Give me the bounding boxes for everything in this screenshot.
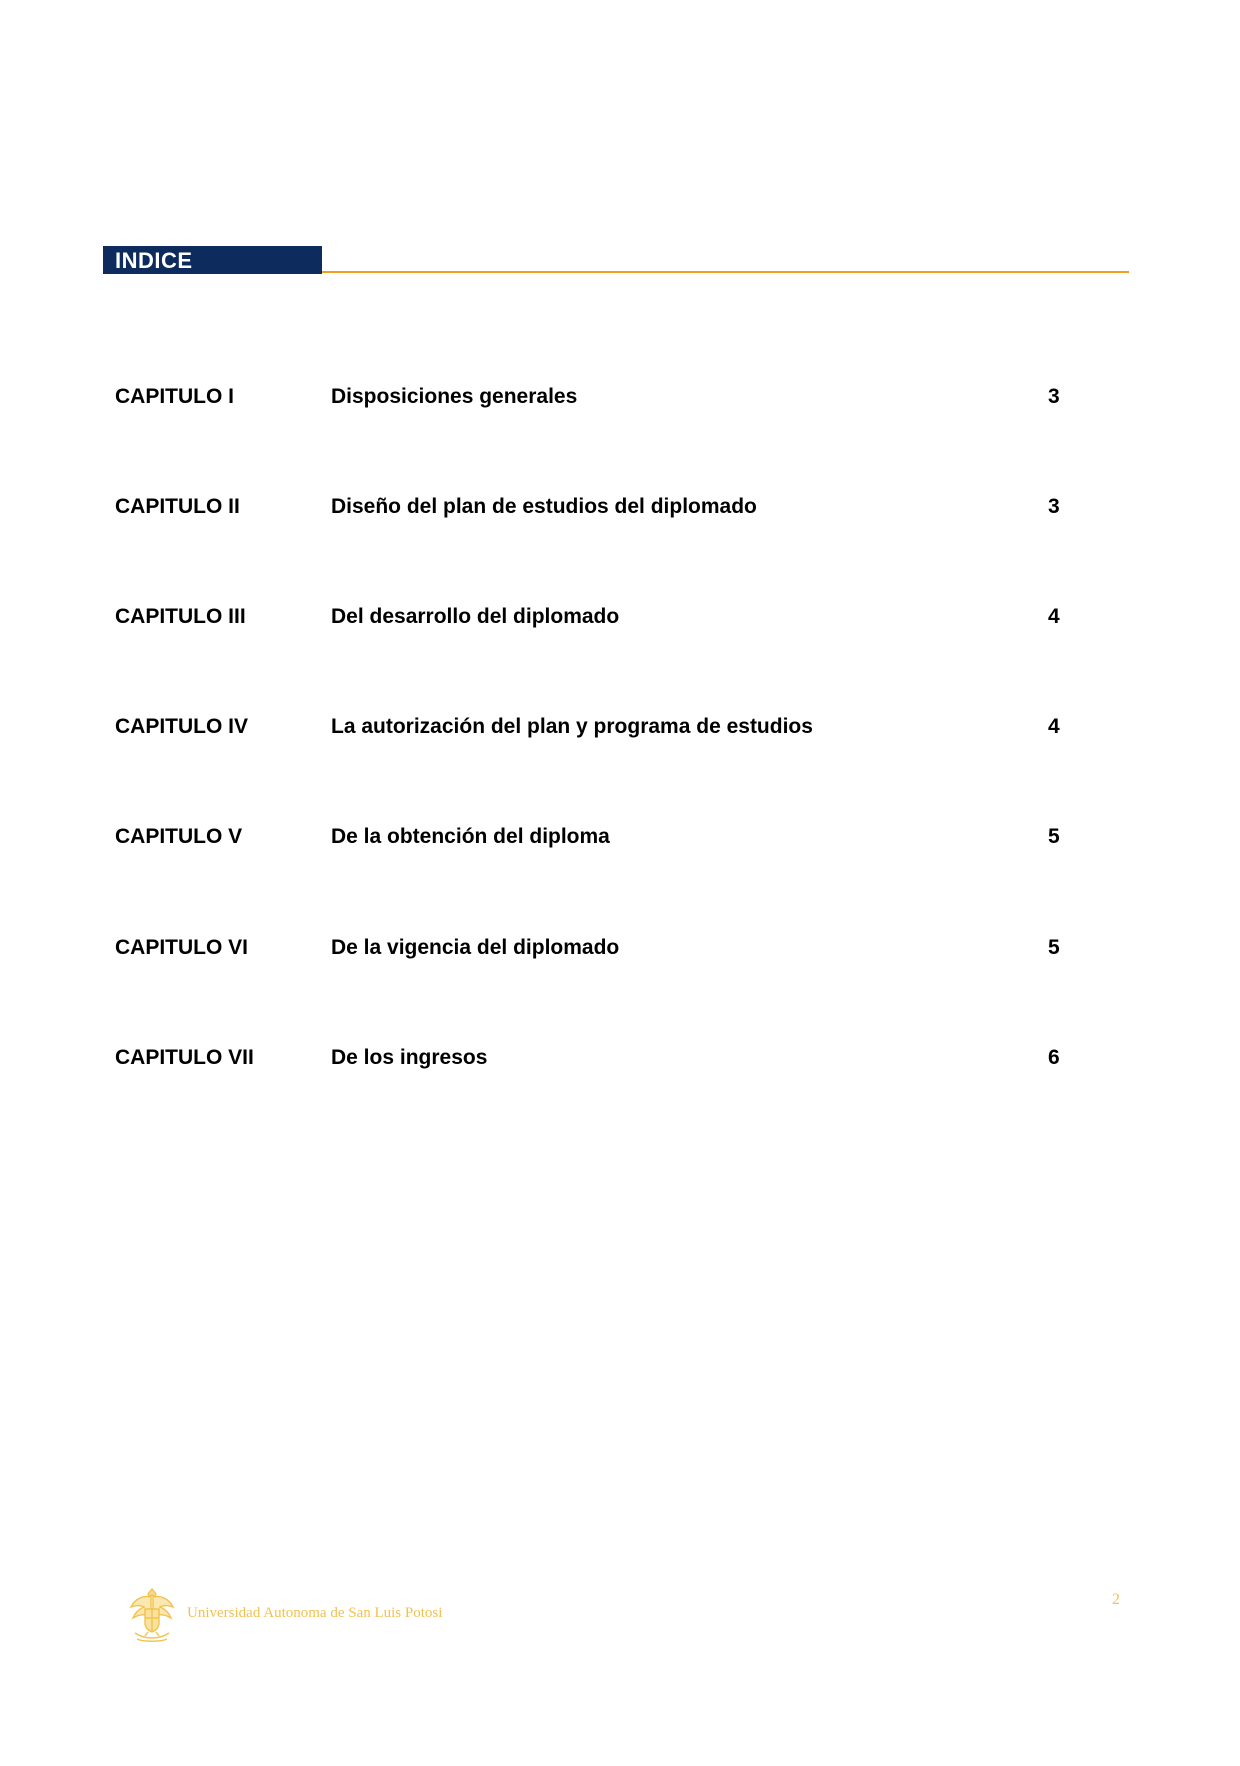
toc-page-number: 3 xyxy=(1048,385,1060,408)
toc-row xyxy=(0,382,1240,412)
toc-chapter-label: CAPITULO V xyxy=(115,825,243,848)
index-rule-divider xyxy=(322,271,1129,273)
toc-chapter-title: De la vigencia del diplomado xyxy=(331,936,620,959)
index-label-box xyxy=(103,246,322,274)
toc-row xyxy=(0,822,1240,852)
toc-chapter-title: De los ingresos xyxy=(331,1046,488,1069)
toc-page-number: 4 xyxy=(1048,605,1060,628)
toc-page-number: 6 xyxy=(1048,1046,1060,1069)
toc-chapter-title: Del desarrollo del diplomado xyxy=(331,605,620,628)
toc-row xyxy=(0,492,1240,522)
toc-chapter-label: CAPITULO I xyxy=(115,385,234,408)
toc-chapter-label: CAPITULO III xyxy=(115,605,246,628)
toc-row xyxy=(0,602,1240,632)
toc-chapter-title: De la obtención del diploma xyxy=(331,825,610,848)
footer-page-number: 2 xyxy=(1112,1591,1120,1608)
footer-university-name: Universidad Autonoma de San Luis Potosi xyxy=(187,1605,443,1621)
toc-page-number: 5 xyxy=(1048,936,1060,959)
toc-chapter-label: CAPITULO VII xyxy=(115,1046,254,1069)
toc-chapter-title: Disposiciones generales xyxy=(331,385,578,408)
index-header xyxy=(103,246,1129,274)
toc-row xyxy=(0,933,1240,963)
toc-page-number: 3 xyxy=(1048,495,1060,518)
toc-row xyxy=(0,1043,1240,1073)
index-title: INDICE xyxy=(115,248,193,273)
toc-page-number: 5 xyxy=(1048,825,1060,848)
toc-chapter-title: Diseño del plan de estudios del diplomado xyxy=(331,495,757,518)
toc-chapter-label: CAPITULO II xyxy=(115,495,240,518)
toc-chapter-label: CAPITULO IV xyxy=(115,715,249,738)
toc-page-number: 4 xyxy=(1048,715,1060,738)
toc-chapter-label: CAPITULO VI xyxy=(115,936,249,959)
university-seal-icon xyxy=(127,1585,177,1643)
toc-row xyxy=(0,712,1240,742)
toc-chapter-title: La autorización del plan y programa de estudios xyxy=(331,715,813,738)
